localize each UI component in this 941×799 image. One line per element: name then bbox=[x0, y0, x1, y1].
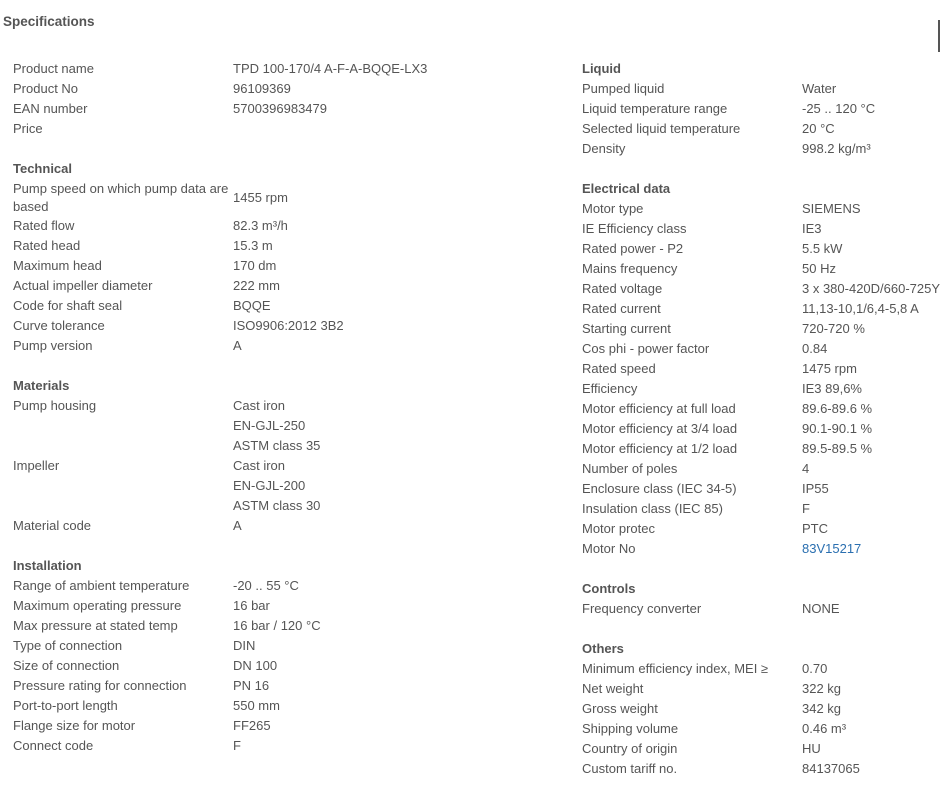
spec-row bbox=[13, 216, 543, 236]
spec-row bbox=[582, 459, 941, 479]
spec-label: Minimum efficiency index, MEI ≥ bbox=[582, 661, 769, 676]
spec-value bbox=[802, 459, 941, 479]
spec-row bbox=[582, 699, 941, 719]
spec-row bbox=[582, 319, 941, 339]
spec-row bbox=[13, 316, 543, 336]
spec-label: Rated flow bbox=[13, 218, 75, 233]
spec-value-line: Water bbox=[802, 81, 837, 96]
spec-label: Connect code bbox=[13, 738, 94, 753]
spec-label: Custom tariff no. bbox=[582, 761, 678, 776]
spec-value bbox=[233, 716, 543, 736]
spec-value-line: TPD 100-170/4 A-F-A-BQQE-LX3 bbox=[233, 61, 428, 76]
spec-label: Rated current bbox=[582, 301, 661, 316]
spec-row bbox=[582, 599, 941, 619]
spec-row bbox=[582, 439, 941, 459]
spec-row bbox=[13, 456, 543, 516]
spec-value bbox=[802, 279, 941, 299]
spec-value-line: Cast iron bbox=[233, 398, 286, 413]
spec-label: Selected liquid temperature bbox=[582, 121, 741, 136]
spec-label: Pump speed on which pump data are based bbox=[13, 181, 229, 214]
spec-label: Product name bbox=[13, 61, 94, 76]
spec-value-line: 50 Hz bbox=[802, 261, 836, 276]
spec-label: Type of connection bbox=[13, 638, 123, 653]
spec-value-line: PTC bbox=[802, 521, 828, 536]
spec-value-line: 20 °C bbox=[802, 121, 835, 136]
spec-label: Pump version bbox=[13, 338, 93, 353]
spec-label: Rated speed bbox=[582, 361, 656, 376]
spec-row bbox=[13, 99, 543, 119]
spec-label: Motor protec bbox=[582, 521, 655, 536]
spec-section-general bbox=[13, 59, 543, 139]
spec-value bbox=[802, 439, 941, 459]
spec-value bbox=[233, 736, 543, 756]
spec-row bbox=[582, 499, 941, 519]
spec-value bbox=[233, 616, 543, 636]
spec-value bbox=[802, 359, 941, 379]
spec-row bbox=[13, 576, 543, 596]
spec-value-line: IE3 bbox=[802, 221, 822, 236]
spec-value-line: FF265 bbox=[233, 718, 271, 733]
spec-value-line: -20 .. 55 °C bbox=[233, 578, 299, 593]
spec-row bbox=[582, 259, 941, 279]
spec-label: Motor efficiency at full load bbox=[582, 401, 736, 416]
spec-value bbox=[802, 199, 941, 219]
spec-value bbox=[233, 576, 543, 596]
spec-label: Motor efficiency at 3/4 load bbox=[582, 421, 738, 436]
spec-label: Cos phi - power factor bbox=[582, 341, 710, 356]
spec-row bbox=[582, 399, 941, 419]
spec-label: Flange size for motor bbox=[13, 718, 136, 733]
spec-label: Rated power - P2 bbox=[582, 241, 684, 256]
spec-value-line: 4 bbox=[802, 461, 810, 476]
spec-label: Pressure rating for connection bbox=[13, 678, 187, 693]
spec-row bbox=[582, 299, 941, 319]
spec-value-line: 0.84 bbox=[802, 341, 828, 356]
spec-value-line: PN 16 bbox=[233, 678, 270, 693]
spec-value bbox=[233, 316, 543, 336]
spec-value bbox=[233, 256, 543, 276]
spec-value bbox=[233, 179, 543, 216]
spec-value bbox=[802, 679, 941, 699]
spec-value-line: IE3 89,6% bbox=[802, 381, 862, 396]
spec-row bbox=[582, 339, 941, 359]
spec-label: Country of origin bbox=[582, 741, 678, 756]
spec-value bbox=[233, 79, 543, 99]
spec-value-line: ASTM class 35 bbox=[233, 438, 321, 453]
spec-label: Liquid temperature range bbox=[582, 101, 728, 116]
spec-value bbox=[802, 139, 941, 159]
spec-label: Shipping volume bbox=[582, 721, 679, 736]
spec-value bbox=[802, 739, 941, 759]
spec-value bbox=[233, 516, 543, 536]
spec-row bbox=[582, 79, 941, 99]
spec-value-line: 322 kg bbox=[802, 681, 842, 696]
spec-label: Starting current bbox=[582, 321, 671, 336]
section-title: Electrical data bbox=[582, 181, 671, 196]
spec-value bbox=[802, 339, 941, 359]
spec-row bbox=[13, 676, 543, 696]
spec-value bbox=[233, 216, 543, 236]
spec-row bbox=[582, 219, 941, 239]
spec-value bbox=[802, 599, 941, 619]
spec-row bbox=[582, 479, 941, 499]
spec-value-line: EN-GJL-250 bbox=[233, 418, 306, 433]
spec-row bbox=[582, 239, 941, 259]
spec-value bbox=[802, 539, 941, 559]
spec-row bbox=[13, 616, 543, 636]
spec-value-line: 5700396983479 bbox=[233, 101, 327, 116]
spec-value bbox=[233, 276, 543, 296]
spec-value-line: F bbox=[802, 501, 810, 516]
spec-value-line: ASTM class 30 bbox=[233, 498, 321, 513]
spec-value-line: 84137065 bbox=[802, 761, 860, 776]
scrollbar-thumb[interactable] bbox=[938, 20, 940, 52]
spec-value-line: DN 100 bbox=[233, 658, 278, 673]
spec-row bbox=[582, 739, 941, 759]
spec-value bbox=[233, 99, 543, 119]
spec-label: Size of connection bbox=[13, 658, 120, 673]
motor-no-link[interactable]: 83V15217 bbox=[802, 541, 862, 556]
spec-label: Enclosure class (IEC 34-5) bbox=[582, 481, 737, 496]
spec-value-line: BQQE bbox=[233, 298, 271, 313]
spec-value bbox=[233, 59, 543, 79]
spec-label: Rated head bbox=[13, 238, 81, 253]
spec-value-line: 90.1-90.1 % bbox=[802, 421, 873, 436]
spec-label: Gross weight bbox=[582, 701, 658, 716]
spec-row bbox=[13, 179, 543, 216]
spec-row bbox=[582, 199, 941, 219]
spec-value-line: IP55 bbox=[802, 481, 829, 496]
spec-label: Number of poles bbox=[582, 461, 678, 476]
spec-value bbox=[802, 299, 941, 319]
spec-row bbox=[13, 59, 543, 79]
spec-value bbox=[802, 399, 941, 419]
spec-value-line: 222 mm bbox=[233, 278, 280, 293]
spec-value bbox=[233, 396, 543, 456]
spec-label: Insulation class (IEC 85) bbox=[582, 501, 723, 516]
spec-value bbox=[802, 219, 941, 239]
spec-value-line: A bbox=[233, 338, 242, 353]
spec-value-line: 720-720 % bbox=[802, 321, 865, 336]
spec-label: Max pressure at stated temp bbox=[13, 618, 178, 633]
spec-row bbox=[13, 256, 543, 276]
spec-value bbox=[802, 99, 941, 119]
section-title: Others bbox=[582, 641, 624, 656]
spec-label: Motor efficiency at 1/2 load bbox=[582, 441, 738, 456]
spec-value bbox=[233, 119, 543, 139]
spec-section-installation bbox=[13, 556, 543, 756]
spec-value-line: 82.3 m³/h bbox=[233, 218, 288, 233]
spec-value-line: 3 x 380-420D/660-725Y bbox=[802, 281, 941, 296]
spec-label: Net weight bbox=[582, 681, 644, 696]
spec-value bbox=[802, 239, 941, 259]
spec-value-line: 89.5-89.5 % bbox=[802, 441, 873, 456]
spec-value bbox=[802, 719, 941, 739]
spec-value bbox=[233, 696, 543, 716]
spec-value-line: 550 mm bbox=[233, 698, 280, 713]
section-title: Technical bbox=[13, 161, 73, 176]
spec-label: Code for shaft seal bbox=[13, 298, 123, 313]
spec-value-line: 1475 rpm bbox=[802, 361, 857, 376]
spec-row bbox=[582, 419, 941, 439]
spec-value-line: F bbox=[233, 738, 241, 753]
spec-value bbox=[802, 259, 941, 279]
spec-value bbox=[233, 336, 543, 356]
spec-value-line: 11,13-10,1/6,4-5,8 A bbox=[802, 301, 919, 316]
spec-label: Product No bbox=[13, 81, 79, 96]
spec-label: Material code bbox=[13, 518, 92, 533]
spec-value-line: 96109369 bbox=[233, 81, 291, 96]
spec-label: Frequency converter bbox=[582, 601, 702, 616]
spec-value-line: 0.70 bbox=[802, 661, 828, 676]
spec-value bbox=[802, 499, 941, 519]
spec-label: Curve tolerance bbox=[13, 318, 105, 333]
spec-value bbox=[233, 236, 543, 256]
spec-section-controls bbox=[582, 579, 941, 619]
spec-value bbox=[802, 319, 941, 339]
spec-value-line: NONE bbox=[802, 601, 840, 616]
section-title: Materials bbox=[13, 378, 70, 393]
spec-row bbox=[582, 139, 941, 159]
spec-row bbox=[582, 379, 941, 399]
spec-label: Range of ambient temperature bbox=[13, 578, 190, 593]
spec-label: Impeller bbox=[13, 458, 60, 473]
spec-row bbox=[13, 396, 543, 456]
spec-row bbox=[582, 679, 941, 699]
spec-value-line: 0.46 m³ bbox=[802, 721, 847, 736]
spec-row bbox=[13, 119, 543, 139]
spec-label: Efficiency bbox=[582, 381, 638, 396]
spec-label: Port-to-port length bbox=[13, 698, 118, 713]
spec-value bbox=[802, 519, 941, 539]
spec-row bbox=[13, 716, 543, 736]
specs-left-column bbox=[13, 59, 543, 776]
spec-value-line: Cast iron bbox=[233, 458, 286, 473]
spec-label: EAN number bbox=[13, 101, 88, 116]
spec-section-technical bbox=[13, 159, 543, 356]
spec-row bbox=[582, 519, 941, 539]
spec-row bbox=[582, 99, 941, 119]
spec-row bbox=[13, 336, 543, 356]
spec-section-electrical-data bbox=[582, 179, 941, 559]
page-title: Specifications bbox=[3, 14, 95, 29]
section-title: Liquid bbox=[582, 61, 621, 76]
spec-row bbox=[13, 656, 543, 676]
spec-value-line: ISO9906:2012 3B2 bbox=[233, 318, 344, 333]
spec-label: Motor type bbox=[582, 201, 644, 216]
spec-value-line: 1455 rpm bbox=[233, 189, 288, 205]
spec-row bbox=[13, 79, 543, 99]
spec-label: IE Efficiency class bbox=[582, 221, 687, 236]
spec-value-line: SIEMENS bbox=[802, 201, 861, 216]
spec-row bbox=[582, 539, 941, 559]
spec-value-line: 5.5 kW bbox=[802, 241, 843, 256]
spec-row bbox=[13, 636, 543, 656]
spec-label: Pumped liquid bbox=[582, 81, 665, 96]
spec-row bbox=[13, 516, 543, 536]
spec-value bbox=[233, 676, 543, 696]
spec-value-line: 16 bar bbox=[233, 598, 270, 613]
section-title: Controls bbox=[582, 581, 636, 596]
spec-value bbox=[233, 296, 543, 316]
spec-value bbox=[233, 456, 543, 516]
spec-value-line: 170 dm bbox=[233, 258, 277, 273]
spec-value bbox=[802, 759, 941, 779]
spec-value bbox=[233, 636, 543, 656]
spec-value bbox=[233, 656, 543, 676]
spec-value bbox=[802, 479, 941, 499]
section-title: Installation bbox=[13, 558, 82, 573]
spec-row bbox=[13, 296, 543, 316]
spec-label: Motor No bbox=[582, 541, 636, 556]
spec-row bbox=[582, 359, 941, 379]
spec-row bbox=[582, 759, 941, 779]
spec-value bbox=[802, 419, 941, 439]
spec-row bbox=[582, 119, 941, 139]
spec-value-line: DIN bbox=[233, 638, 256, 653]
spec-row bbox=[582, 659, 941, 679]
spec-label: Maximum head bbox=[13, 258, 102, 273]
spec-value bbox=[802, 659, 941, 679]
spec-section-others bbox=[582, 639, 941, 779]
spec-value bbox=[802, 379, 941, 399]
spec-value-line: 15.3 m bbox=[233, 238, 273, 253]
spec-section-liquid bbox=[582, 59, 941, 159]
spec-section-materials bbox=[13, 376, 543, 536]
spec-value-line: 342 kg bbox=[802, 701, 842, 716]
spec-value-line: -25 .. 120 °C bbox=[802, 101, 876, 116]
spec-row bbox=[582, 719, 941, 739]
spec-row bbox=[13, 596, 543, 616]
spec-row bbox=[582, 279, 941, 299]
spec-row bbox=[13, 696, 543, 716]
spec-value-line: 998.2 kg/m³ bbox=[802, 141, 871, 156]
spec-label: Maximum operating pressure bbox=[13, 598, 182, 613]
spec-value bbox=[802, 79, 941, 99]
spec-value bbox=[233, 596, 543, 616]
spec-value-line: HU bbox=[802, 741, 821, 756]
spec-label: Mains frequency bbox=[582, 261, 678, 276]
spec-value bbox=[802, 699, 941, 719]
spec-row bbox=[13, 276, 543, 296]
spec-label: Density bbox=[582, 141, 626, 156]
spec-value-line: 16 bar / 120 °C bbox=[233, 618, 321, 633]
spec-value-line: A bbox=[233, 518, 242, 533]
spec-value bbox=[802, 119, 941, 139]
spec-label: Price bbox=[13, 121, 43, 136]
spec-row bbox=[13, 236, 543, 256]
specs-right-column bbox=[582, 59, 941, 799]
spec-label: Pump housing bbox=[13, 398, 97, 413]
spec-label: Actual impeller diameter bbox=[13, 278, 153, 293]
spec-value-line: EN-GJL-200 bbox=[233, 478, 306, 493]
spec-value-line: 89.6-89.6 % bbox=[802, 401, 873, 416]
spec-row bbox=[13, 736, 543, 756]
spec-label: Rated voltage bbox=[582, 281, 663, 296]
